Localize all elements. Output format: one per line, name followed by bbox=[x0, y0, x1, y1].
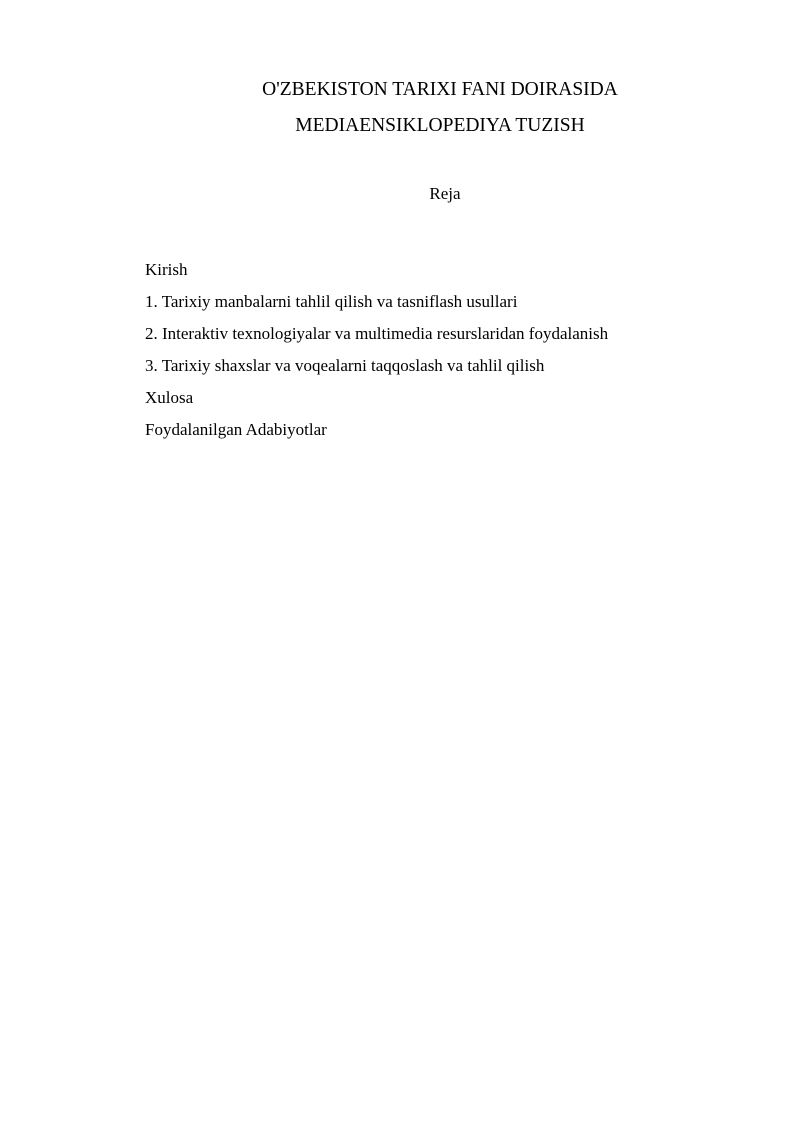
toc-item-2: 2. Interaktiv texnologiyalar va multimedia resurslaridan foydalanish bbox=[145, 324, 609, 343]
toc-item-3: 3. Tarixiy shaxslar va voqealarni taqqoslash va tahlil qilish bbox=[145, 356, 545, 375]
toc-item-1: 1. Tarixiy manbalarni tahlil qilish va tasniflash usullari bbox=[145, 292, 518, 311]
title-line-2: MEDIAENSIKLOPEDIYA TUZISH bbox=[295, 115, 585, 136]
title-line-1: O'ZBEKISTON TARIXI FANI DOIRASIDA bbox=[262, 79, 618, 100]
plan-heading: Reja bbox=[429, 184, 461, 203]
toc-item-references: Foydalanilgan Adabiyotlar bbox=[145, 420, 327, 439]
table-of-contents bbox=[145, 254, 608, 446]
toc-item-conclusion: Xulosa bbox=[145, 388, 194, 407]
toc-item-introduction: Kirish bbox=[145, 260, 188, 279]
document-title bbox=[145, 72, 735, 144]
